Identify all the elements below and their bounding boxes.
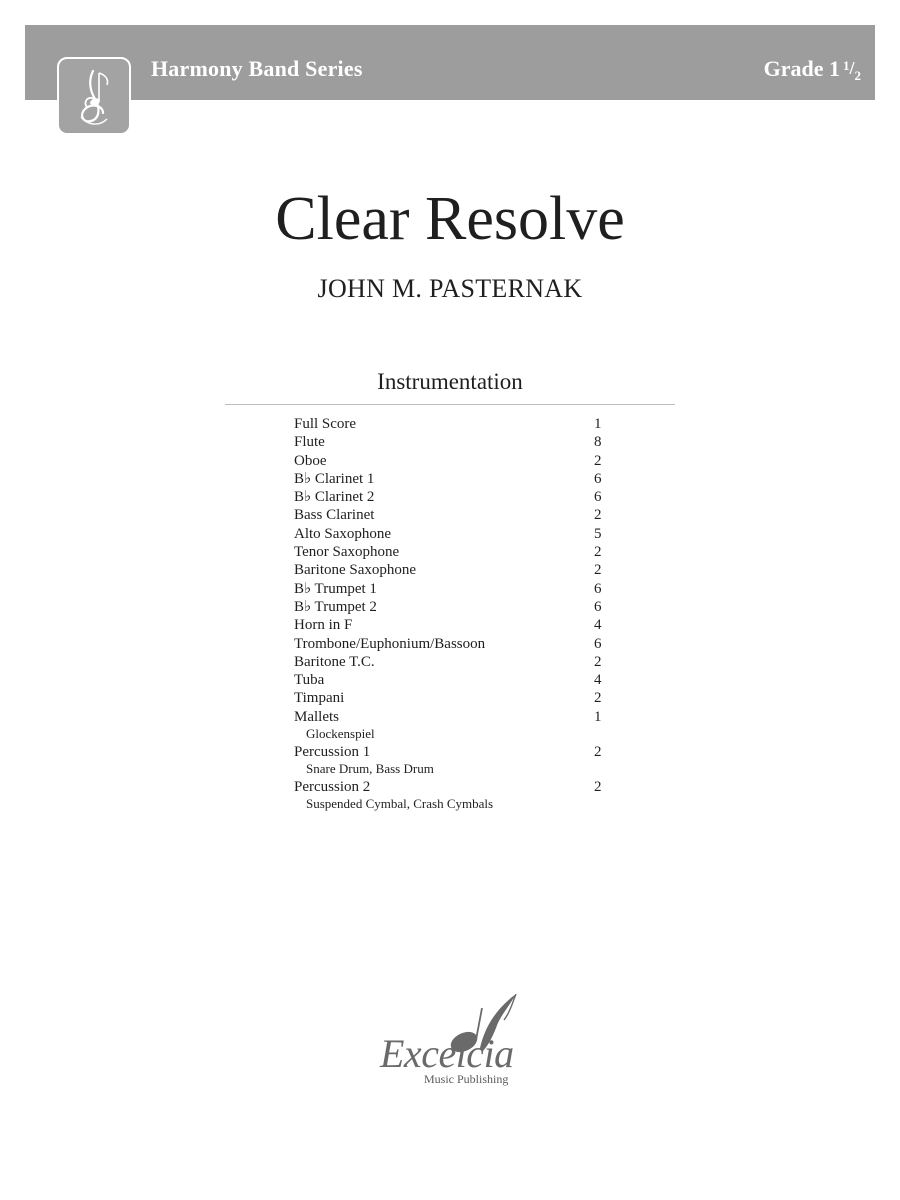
grade-label (764, 56, 861, 84)
instrument-subtitle: Glockenspiel (306, 726, 375, 742)
instrument-name: Horn in F (294, 617, 353, 634)
heading-divider (225, 404, 675, 405)
instrument-name: Baritone Saxophone (294, 562, 417, 579)
instrument-row (294, 506, 614, 524)
instrument-row (294, 452, 614, 470)
instrument-row (294, 543, 614, 561)
instrument-count: 2 (594, 452, 602, 469)
instrument-count: 2 (594, 690, 602, 707)
instrument-subtitle: Suspended Cymbal, Crash Cymbals (306, 795, 494, 811)
instrument-count: 6 (594, 635, 602, 652)
instrument-name: B♭ Trumpet 1 (294, 580, 377, 597)
composer-name: JOHN M. PASTERNAK (317, 274, 583, 303)
instrument-row (294, 743, 614, 761)
instrumentation-heading: Instrumentation (377, 369, 523, 394)
instrument-count: 4 (594, 672, 602, 689)
instrument-row (294, 635, 614, 653)
instrument-row (294, 689, 614, 707)
instrument-count: 5 (594, 525, 602, 542)
grade-fraction-numerator: 1 (842, 58, 850, 73)
instrument-name: Percussion 2 (294, 778, 371, 795)
grade-fraction (843, 58, 861, 84)
instrument-name: B♭ Clarinet 1 (294, 470, 375, 487)
series-logo (57, 57, 131, 135)
instrument-row (294, 708, 614, 726)
series-title: Harmony Band Series (151, 56, 363, 81)
instrument-row (294, 616, 614, 634)
instrument-count: 6 (594, 489, 602, 506)
instrument-row (294, 415, 614, 433)
instrument-count: 1 (594, 416, 602, 432)
music-note-icon (59, 59, 129, 133)
grade-fraction-denominator: 2 (854, 68, 861, 83)
instrument-row (294, 470, 614, 488)
instrument-name: Full Score (294, 416, 357, 432)
instrument-count: 2 (594, 507, 602, 524)
instrument-count: 4 (594, 617, 602, 634)
instrument-count: 8 (594, 434, 602, 451)
instrument-row (294, 671, 614, 689)
instrument-row (294, 653, 614, 671)
instrument-name: Percussion 1 (294, 743, 371, 760)
piece-title: Clear Resolve (275, 185, 625, 253)
grade-fraction-slash: / (849, 58, 855, 78)
instrument-subtitle: Snare Drum, Bass Drum (306, 760, 434, 776)
instrumentation-list (294, 415, 614, 812)
publisher-tagline: Music Publishing (424, 1072, 509, 1086)
instrument-name: Oboe (294, 452, 327, 469)
instrument-count: 1 (594, 708, 602, 725)
instrument-count: 2 (594, 743, 602, 760)
instrument-name: Bass Clarinet (294, 507, 375, 524)
instrument-name: Alto Saxophone (294, 525, 392, 542)
instrument-name: Mallets (294, 708, 339, 725)
instrument-name: Flute (294, 434, 325, 451)
instrument-row (294, 433, 614, 451)
instrument-name: Tenor Saxophone (294, 544, 400, 561)
instrument-name: B♭ Trumpet 2 (294, 598, 377, 615)
instrument-count: 6 (594, 598, 602, 615)
instrument-name: Timpani (294, 690, 345, 707)
instrument-row (294, 525, 614, 543)
instrument-count: 2 (594, 653, 602, 670)
instrument-name: Tuba (294, 672, 325, 689)
publisher-name: Excelcia (380, 1031, 514, 1076)
instrument-count: 6 (594, 470, 602, 487)
instrument-row (294, 580, 614, 598)
instrument-count: 2 (594, 562, 602, 579)
instrument-name: B♭ Clarinet 2 (294, 489, 375, 506)
instrument-count: 2 (594, 544, 602, 561)
instrument-count: 2 (594, 778, 602, 795)
instrument-row (294, 488, 614, 506)
instrument-row (294, 598, 614, 616)
instrument-row (294, 778, 614, 796)
instrument-name: Trombone/Euphonium/Bassoon (294, 635, 486, 652)
instrument-row (294, 561, 614, 579)
instrument-count: 6 (594, 580, 602, 597)
instrument-name: Baritone T.C. (294, 653, 375, 670)
grade-text: Grade 1 (763, 56, 840, 81)
